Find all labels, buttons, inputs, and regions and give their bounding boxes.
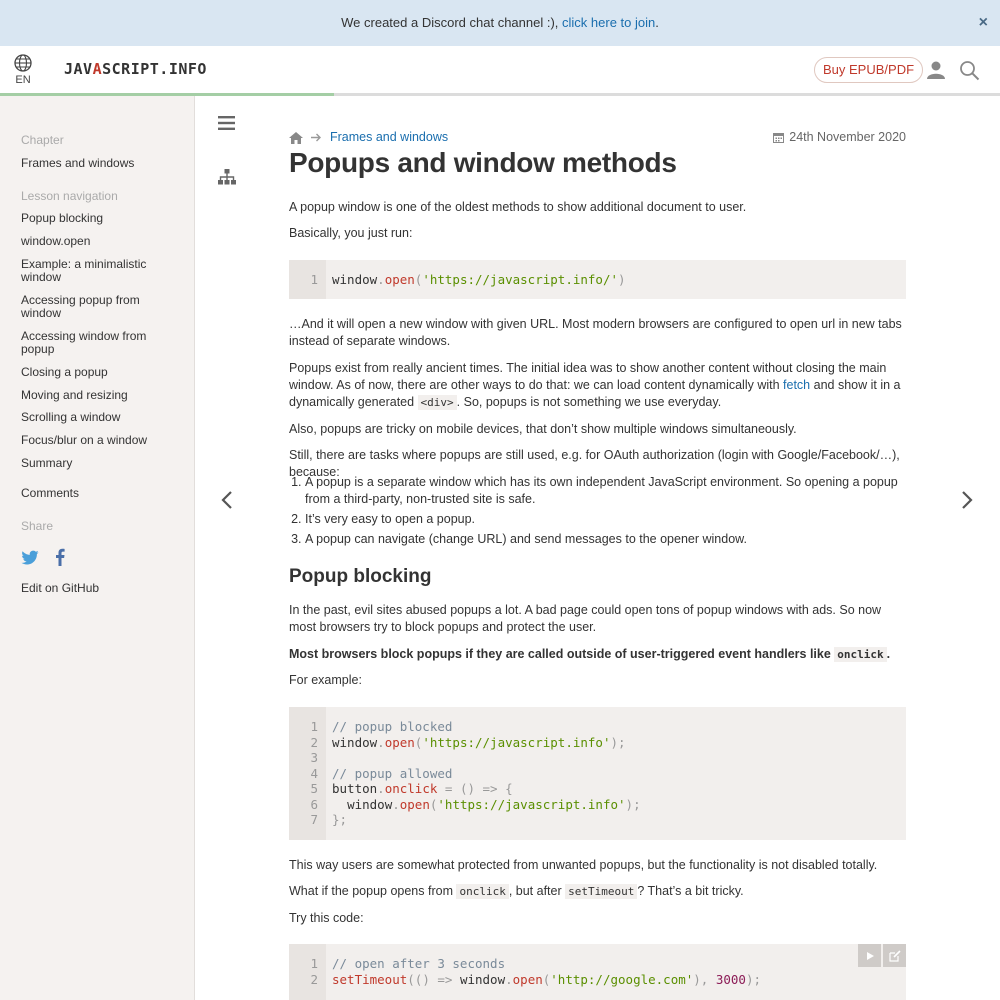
- sidebar-item-window-open[interactable]: window.open: [21, 234, 91, 248]
- code-lines: [332, 719, 641, 828]
- sidebar-item-popup-from-window[interactable]: Accessing popup from window: [21, 293, 140, 320]
- inline-code: <div>: [418, 395, 457, 410]
- banner-text: We created a Discord chat channel :),: [341, 15, 563, 30]
- search-icon[interactable]: [959, 60, 980, 81]
- intro-paragraph: A popup window is one of the oldest methods to show additional document to user.: [289, 200, 747, 214]
- date-text: 24th November 2020: [789, 130, 906, 144]
- paragraph: For example:: [289, 673, 362, 687]
- code-toolbar: [858, 944, 906, 967]
- chevron-right-icon[interactable]: [960, 491, 974, 509]
- sidebar: [0, 96, 195, 1000]
- code-line: window.open('https://javascript.info');: [347, 796, 641, 812]
- inline-code: setTimeout: [565, 884, 637, 899]
- code-line: button.onclick = () => {: [332, 781, 513, 796]
- inline-code: onclick: [456, 884, 508, 899]
- chevron-left-icon[interactable]: [220, 491, 234, 509]
- paragraph: Still, there are tasks where popups are still used, e.g. for OAuth authorization (login with Google/Facebook/…), because:: [289, 448, 900, 479]
- code-block-1: [289, 260, 906, 299]
- inline-code: onclick: [834, 647, 886, 662]
- paragraph: Also, popups are tricky on mobile devices, that don’t show multiple windows simultaneously.: [289, 422, 797, 436]
- calendar-icon: [773, 132, 784, 143]
- language-switcher[interactable]: [12, 54, 34, 86]
- share-caption: Share: [21, 519, 54, 533]
- paragraph: Popups exist from really ancient times. The initial idea was to show another content without closing the main window. As of now, there are other ways to do that: we can load content dynamically with fetch and show it in a dynamically generated <div> . So, popups is not something we use everyday.: [289, 361, 901, 409]
- list-item: 3. A popup can navigate (change URL) and send messages to the opener window.: [305, 531, 905, 548]
- sidebar-item-closing-popup[interactable]: Closing a popup: [21, 365, 108, 379]
- share-links: [21, 548, 65, 571]
- paragraph: …And it will open a new window with given URL. Most modern browsers are configured to open url in new tabs instead of separate windows.: [289, 317, 902, 348]
- user-icon[interactable]: [926, 60, 946, 80]
- home-icon[interactable]: [289, 132, 303, 144]
- line-numbers: 1 2 3 4 5 6 7: [289, 707, 326, 840]
- twitter-icon[interactable]: [21, 550, 39, 566]
- run-button[interactable]: [858, 944, 881, 967]
- paragraph: Basically, you just run:: [289, 226, 413, 240]
- code-block-3: [289, 944, 906, 1000]
- sidebar-item-minimalistic-window[interactable]: Example: a minimalistic window: [21, 257, 147, 284]
- edit-in-sandbox-button[interactable]: [883, 944, 906, 967]
- announcement-banner: [0, 0, 1000, 46]
- logo-accent: A: [92, 60, 103, 78]
- reasons-list: [305, 474, 905, 551]
- site-header: [0, 46, 1000, 94]
- discord-link[interactable]: click here to join: [562, 15, 656, 30]
- lesson-navigation-caption: Lesson navigation: [21, 189, 118, 203]
- code-lines: [332, 956, 761, 987]
- sidebar-item-summary[interactable]: Summary: [21, 456, 73, 470]
- facebook-icon[interactable]: [55, 548, 65, 566]
- paragraph: Try this code:: [289, 911, 364, 925]
- language-label: EN: [15, 74, 31, 86]
- paragraph: In the past, evil sites abused popups a lot. A bad page could open tons of popup windows with ads. So now most browsers try to block popups and protect the user.: [289, 603, 882, 634]
- banner-text-end: .: [655, 15, 659, 30]
- paragraph: What if the popup opens from onclick , but after setTimeout ? That’s a bit tricky.: [289, 884, 744, 898]
- edit-on-github-link[interactable]: Edit on GitHub: [21, 581, 100, 595]
- code-lines: [332, 272, 626, 288]
- page-title: Popups and window methods: [289, 147, 677, 178]
- sidebar-item-focus-blur[interactable]: Focus/blur on a window: [21, 433, 148, 447]
- sidebar-item-popup-blocking[interactable]: Popup blocking: [21, 211, 104, 225]
- globe-icon: [14, 54, 32, 72]
- code-line: setTimeout(() => window.open('http://google.com'), 3000);: [332, 971, 762, 987]
- close-icon[interactable]: ×: [978, 14, 988, 31]
- sitemap-icon[interactable]: [218, 169, 236, 185]
- line-numbers: 1 2: [289, 944, 326, 1000]
- fetch-link[interactable]: fetch: [783, 378, 811, 392]
- paragraph: This way users are somewhat protected from unwanted popups, but the functionality is not disabled totally.: [289, 858, 878, 872]
- sidebar-item-window-from-popup[interactable]: Accessing window from popup: [21, 329, 147, 356]
- list-item: 1. A popup is a separate window which has its own independent JavaScript environment. So opening a popup from a third-party, non-trusted site is safe.: [305, 474, 905, 508]
- chapter-link[interactable]: Frames and windows: [21, 156, 135, 170]
- code-line: // popup allowed: [332, 765, 453, 781]
- comments-link[interactable]: Comments: [21, 486, 80, 500]
- publish-date: [773, 129, 906, 146]
- code-block-2: [289, 707, 906, 840]
- sidebar-item-scrolling[interactable]: Scrolling a window: [21, 410, 121, 424]
- menu-icon[interactable]: [218, 116, 235, 130]
- breadcrumb-chapter-link[interactable]: Frames and windows: [330, 130, 449, 144]
- buy-epub-pdf-button[interactable]: Buy EPUB/PDF: [814, 57, 923, 83]
- code-line: // popup blocked: [332, 719, 453, 734]
- breadcrumb: [289, 129, 448, 146]
- code-line: [332, 750, 641, 766]
- code-line: window.open('https://javascript.info');: [332, 734, 626, 750]
- section-heading-popup-blocking: Popup blocking: [289, 566, 432, 587]
- paragraph-bold: Most browsers block popups if they are called outside of user-triggered event handlers like onclick .: [289, 647, 891, 661]
- arrow-right-icon: [311, 133, 322, 142]
- edit-icon: [889, 950, 901, 962]
- code-line: // open after 3 seconds: [332, 956, 506, 971]
- line-numbers: 1: [289, 260, 326, 299]
- code-line: window.open('https://javascript.info/'): [332, 272, 626, 287]
- code-line: };: [332, 812, 348, 827]
- list-item: 2. It’s very easy to open a popup.: [305, 511, 905, 528]
- sidebar-item-moving-resizing[interactable]: Moving and resizing: [21, 388, 128, 402]
- site-logo[interactable]: JAVASCRIPT.INFO: [64, 60, 207, 78]
- play-icon: [865, 951, 875, 961]
- chapter-caption: Chapter: [21, 133, 64, 147]
